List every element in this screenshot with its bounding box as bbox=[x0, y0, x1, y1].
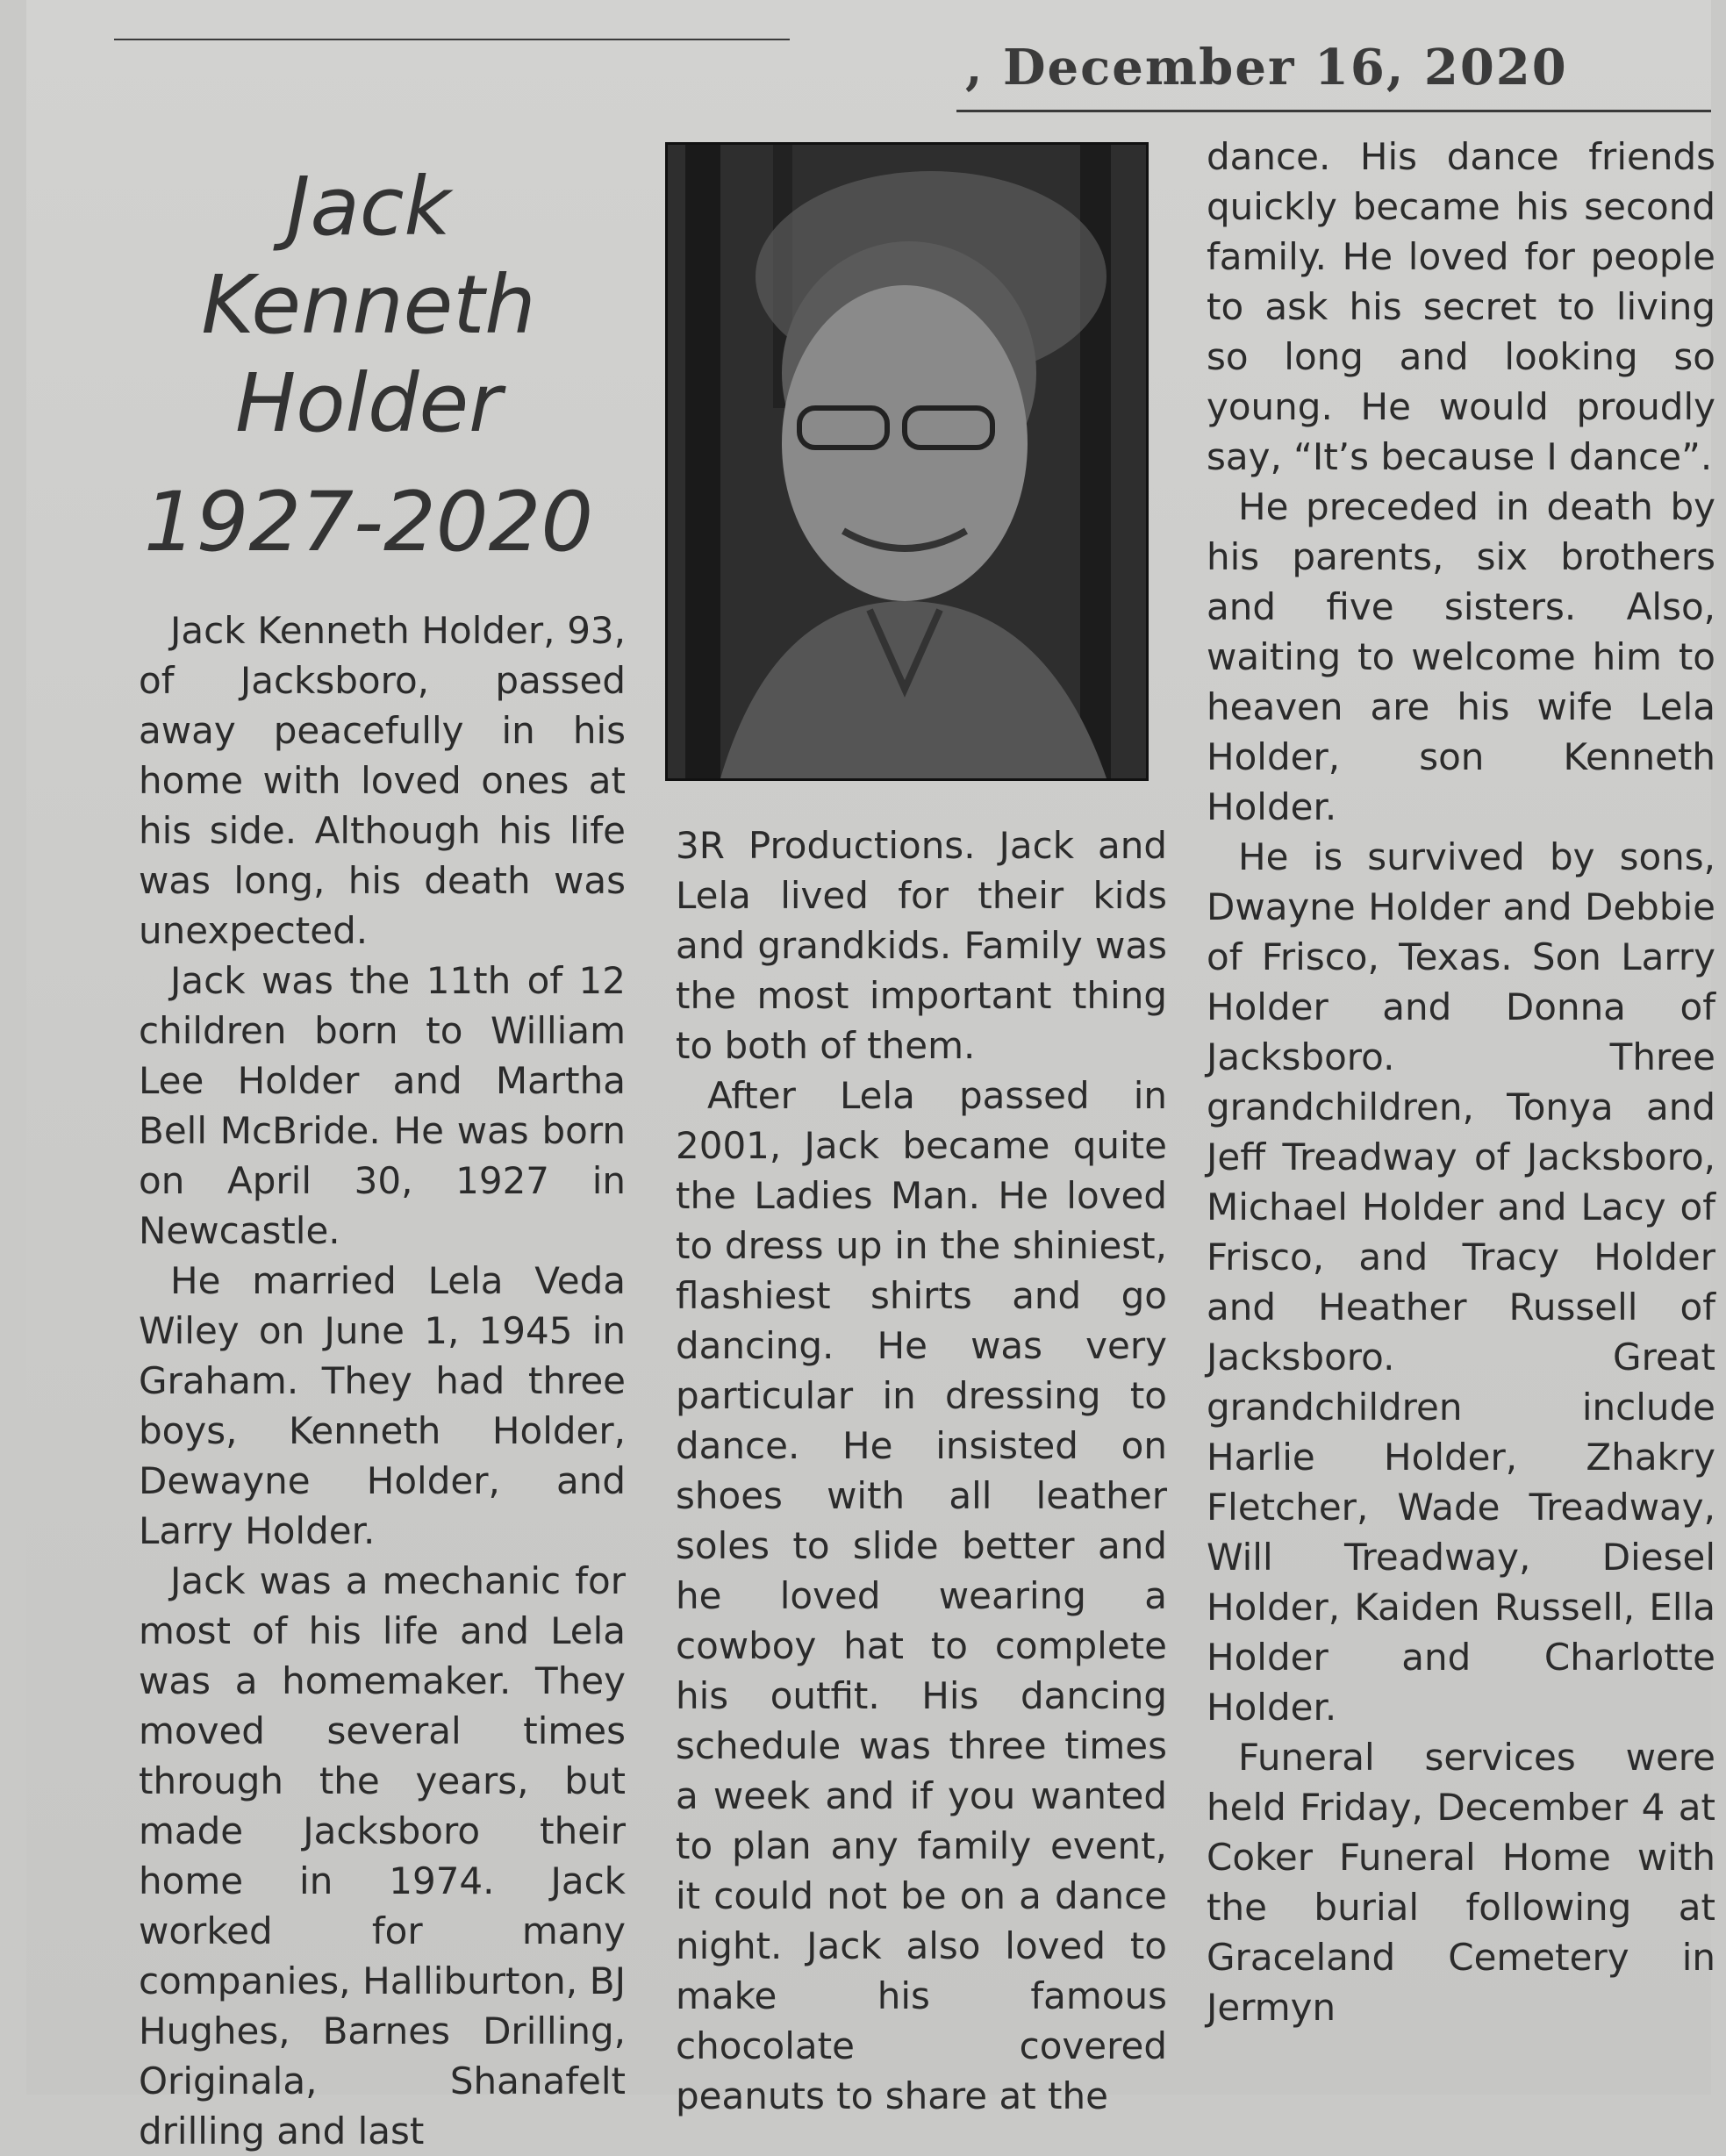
obituary-column-1 bbox=[139, 605, 626, 2156]
column3-paragraph-3: He is survived by sons, Dwayne Holder and Debbie of Frisco, Texas. Son Larry Holder and Donna of Jacksboro. Three grandchildren, Tonya and Jeff Treadway of Jacksboro, Michael Holder and Lacy of Frisco, and Tracy Holder and Heather Russell of Jacksboro. Great grandchildren include Harlie Holder, Zhakry Fletcher, Wade Treadway, Will Treadway, Diesel Holder, Kaiden Russell, Ella Holder and Charlotte Holder. bbox=[1207, 835, 1715, 1729]
portrait-photo-icon bbox=[668, 145, 1146, 778]
headline-name-line-2: Kenneth bbox=[201, 258, 536, 352]
portrait-photo bbox=[665, 142, 1149, 781]
top-rule bbox=[114, 39, 790, 40]
column2-paragraph-2: After Lela passed in 2001, Jack became quite the Ladies Man. He loved to dress up in the shiniest, flashiest shirts and go dancing. He was very particular in dressing to dance. He insisted on shoes with all leather soles to slide better and he loved wearing a cowboy hat to complete his outfit. His dancing schedule was three times a week and if you wanted to plan any family event, it could not be on a dance night. Jack also loved to make his famous chocolate covered peanuts to share at the bbox=[676, 1074, 1167, 2117]
column3-paragraph-4: Funeral services were held Friday, December 4 at Coker Funeral Home with the burial following at Graceland Cemetery in Jermyn bbox=[1207, 1736, 1715, 2029]
headline-name-line-1: Jack bbox=[286, 160, 451, 254]
obituary-column-2 bbox=[676, 820, 1167, 2121]
headline-name-line-3: Holder bbox=[235, 356, 502, 450]
column3-paragraph-1: dance. His dance friends quickly became his second family. He loved for people to ask his secret to living so long and looking so young. He would proudly say, “It’s because I dance”. bbox=[1207, 135, 1715, 478]
column2-paragraph-1: 3R Productions. Jack and Lela lived for their kids and grandkids. Family was the most important thing to both of them. bbox=[676, 824, 1167, 1067]
obituary-column-3 bbox=[1207, 132, 1715, 2032]
column1-paragraph-2: Jack was the 11th of 12 children born to William Lee Holder and Martha Bell McBride. He was born on April 30, 1927 in Newcastle. bbox=[139, 959, 626, 1252]
column1-paragraph-3: He married Lela Veda Wiley on June 1, 1945 in Graham. They had three boys, Kenneth Holder, Dewayne Holder, and Larry Holder. bbox=[139, 1259, 626, 1552]
newspaper-page bbox=[26, 0, 1715, 2152]
headline-years: 1927-2020 bbox=[143, 475, 594, 570]
column1-paragraph-4: Jack was a mechanic for most of his life and Lela was a homemaker. They moved several times through the years, but made Jacksboro their home in 1974. Jack worked for many companies, Halliburton, BJ Hughes, Barnes Drilling, Originala, Shanafelt drilling and last bbox=[139, 1559, 626, 2152]
column1-paragraph-1: Jack Kenneth Holder, 93, of Jacksboro, passed away peacefully in his home with loved ones at his side. Although his life was long, his death was unexpected. bbox=[139, 609, 626, 952]
column3-paragraph-2: He preceded in death by his parents, six brothers and five sisters. Also, waiting to welcome him to heaven are his wife Lela Holder, son Kenneth Holder. bbox=[1207, 485, 1715, 828]
dateline: , December 16, 2020 bbox=[956, 26, 1711, 112]
obituary-headline bbox=[97, 158, 641, 576]
